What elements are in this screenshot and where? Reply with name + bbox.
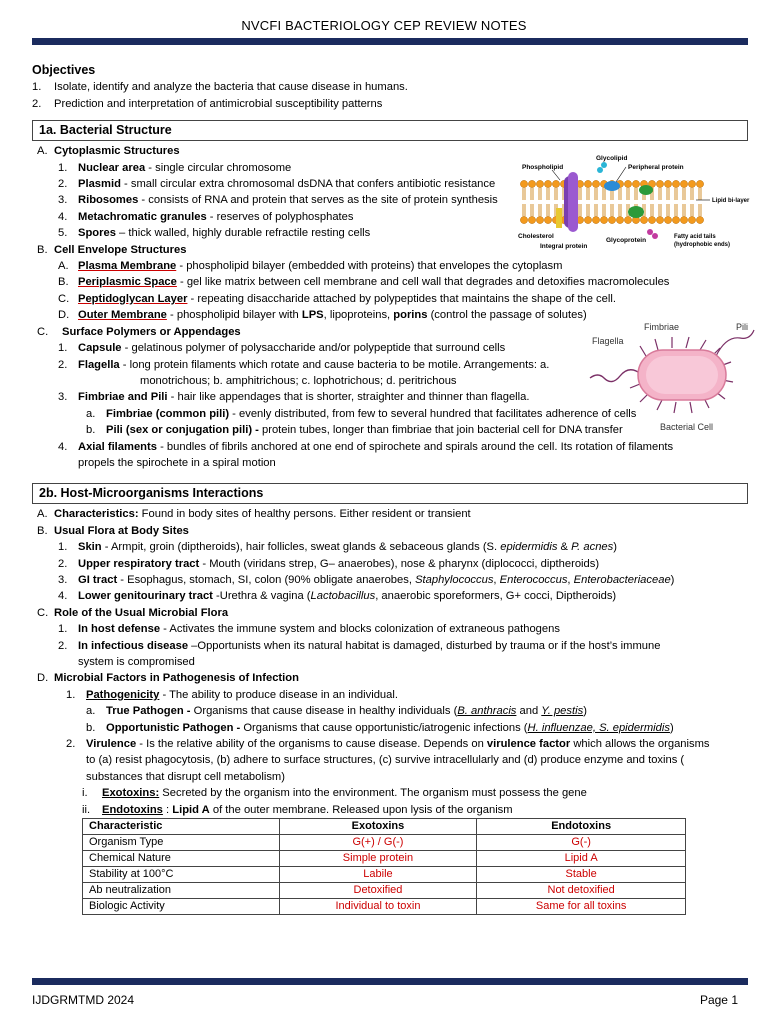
list-item: D. Outer Membrane - phospholipid bilayer with LPS, lipoproteins, porins (control the passage of solutes) xyxy=(58,309,587,322)
phospholipid-head xyxy=(656,216,663,223)
subsection-role-flora: C. Role of the Usual Microbial Flora xyxy=(37,606,229,619)
phospholipid-head xyxy=(664,216,671,223)
phospholipid-head xyxy=(600,216,607,223)
phospholipid-head xyxy=(688,216,695,223)
list-item: 2. Upper respiratory tract - Mouth (viridans strep, G– anaerobes), nose & pharynx (diplococci, diptheroids) xyxy=(58,557,600,570)
svg-text:Cholesterol: Cholesterol xyxy=(518,233,554,240)
list-item-continuation: to (a) resist phagocytosis, (b) adhere to surface structures, (c) survive intracellularly and (d) produce enzyme and toxins ( xyxy=(86,754,685,767)
svg-text:Glycolipid: Glycolipid xyxy=(596,155,628,162)
objective-item: 2. Prediction and interpretation of antimicrobial susceptibility patterns xyxy=(32,97,383,110)
phospholipid-head xyxy=(640,216,647,223)
svg-text:Peripheral protein: Peripheral protein xyxy=(628,164,684,171)
phospholipid-head xyxy=(624,216,631,223)
phospholipid-head xyxy=(584,180,591,187)
glycoprotein-shape xyxy=(647,229,653,235)
svg-text:Glycoprotein: Glycoprotein xyxy=(606,237,647,244)
objective-item: 1. Isolate, identify and analyze the bacteria that cause disease in humans. xyxy=(32,81,408,94)
phospholipid-head xyxy=(696,216,703,223)
list-item-continuation: monotrichous; b. amphitrichous; c. lophotrichous; d. peritrichous xyxy=(140,374,457,387)
table-row: Ab neutralization Detoxified Not detoxified xyxy=(83,883,686,899)
phospholipid-head xyxy=(656,180,663,187)
list-item-continuation: system is compromised xyxy=(78,656,195,668)
bacterial-cell-diagram xyxy=(586,316,762,436)
svg-text:Bacterial Cell: Bacterial Cell xyxy=(660,422,714,432)
phospholipid-head xyxy=(672,180,679,187)
objectives-title: Objectives xyxy=(32,63,96,77)
list-item: 5. Spores – thick walled, highly durable refractile resting cells xyxy=(58,227,371,240)
section-heading-2b: 2b. Host-Microorganisms Interactions xyxy=(32,483,748,504)
list-item: 1. Pathogenicity - The ability to produce disease in an individual. xyxy=(66,688,398,701)
list-item: 2. Virulence - Is the relative ability of the organisms to cause disease. Depends on virulence factor which allows the organisms xyxy=(66,738,710,751)
list-item: 3. Ribosomes - consists of RNA and protein that serves as the site of protein synthesis xyxy=(58,194,498,207)
list-item: 1. Nuclear area - single circular chromosome xyxy=(58,161,292,174)
phospholipid-head xyxy=(696,180,703,187)
list-item-continuation: substances that disrupt cell metabolism) xyxy=(86,770,285,783)
phospholipid-head xyxy=(520,216,527,223)
cell-membrane-diagram xyxy=(516,152,752,250)
phospholipid-head xyxy=(632,180,639,187)
phospholipid-head xyxy=(592,216,599,223)
table-row: Biologic Activity Individual to toxin Same for all toxins xyxy=(83,899,686,915)
list-item: 4. Lower genitourinary tract -Urethra & vagina (Lactobacillus, anaerobic sporeformers, G+ cocci, Diptheroids) xyxy=(58,590,617,603)
svg-text:Pili: Pili xyxy=(736,322,749,332)
cholesterol-shape xyxy=(556,208,562,228)
section-heading-1a: 1a. Bacterial Structure xyxy=(32,120,748,141)
glycoprotein-shape xyxy=(652,233,658,239)
list-item: 1. Capsule - gelatinous polymer of polysaccharide and/or polypeptide that surround cells xyxy=(58,342,506,355)
phospholipid-head xyxy=(536,216,543,223)
pili-strand xyxy=(716,330,754,356)
header-divider-bar xyxy=(32,38,748,45)
phospholipid-head xyxy=(664,180,671,187)
list-item: 1. In host defense - Activates the immune system and blocks colonization of extraneous pathogens xyxy=(58,623,560,636)
svg-text:Fatty acid tails: Fatty acid tails xyxy=(674,234,716,240)
cell-interior-shape xyxy=(646,356,718,394)
protein-shape xyxy=(628,206,644,218)
phospholipid-head xyxy=(616,216,623,223)
table-header-row: Characteristic Exotoxins Endotoxins xyxy=(83,819,686,835)
svg-text:Integral protein: Integral protein xyxy=(540,243,588,250)
svg-text:Flagella: Flagella xyxy=(592,336,624,346)
protein-shape xyxy=(639,185,653,195)
phospholipid-head xyxy=(624,180,631,187)
list-item: 4. Axial filaments - bundles of fibrils anchored at one end of spirochete and spirals around the cell. Its rotation of filaments xyxy=(58,440,674,453)
table-row: Organism Type G(+) / G(-) G(-) xyxy=(83,835,686,851)
list-subitem: b. Pili (sex or conjugation pili) - protein tubes, longer than fimbriae that join bacterial cell for DNA transfer xyxy=(86,424,623,437)
subsection-cytoplasmic: A. Cytoplasmic Structures xyxy=(37,145,180,158)
list-subitem: i. Exotoxins: Secreted by the organism into the environment. The organism must possess the gene xyxy=(82,787,587,800)
list-item: B. Periplasmic Space - gel like matrix between cell membrane and cell wall that degrades and detoxifies macromolecules xyxy=(58,276,670,289)
list-item: A. Plasma Membrane - phospholipid bilayer (embedded with proteins) that envelopes the cytoplasm xyxy=(58,260,563,273)
page-header-title: NVCFI BACTERIOLOGY CEP REVIEW NOTES xyxy=(241,18,527,33)
glycolipid-shape xyxy=(597,167,603,173)
phospholipid-head xyxy=(688,180,695,187)
list-item: 4. Metachromatic granules - reserves of polyphosphates xyxy=(58,210,354,223)
list-item: 2. In infectious disease –Opportunists when its natural habitat is damaged, disturbed by trauma or if the host’s immune xyxy=(58,639,661,652)
subsection-appendages: C. Surface Polymers or Appendages xyxy=(37,325,241,338)
subsection-envelope: B. Cell Envelope Structures xyxy=(37,243,187,256)
footer-page-number: Page 1 xyxy=(699,993,738,1007)
phospholipid-head xyxy=(528,216,535,223)
footer-divider-bar xyxy=(32,978,748,985)
subsection-characteristics: A. Characteristics: Found in body sites of healthy persons. Either resident or transient xyxy=(37,508,471,521)
list-item: 3. GI tract - Esophagus, stomach, SI, colon (90% obligate anaerobes, Staphylococcus, Enterococcus, Enterobacteriaceae) xyxy=(58,573,675,586)
phospholipid-head xyxy=(520,180,527,187)
flagellum-strand xyxy=(590,370,638,382)
list-subitem: b. Opportunistic Pathogen - Organisms that cause opportunistic/iatrogenic infections (H. influenzae, S. epidermidis) xyxy=(86,721,674,734)
svg-text:Phospholipid: Phospholipid xyxy=(522,164,564,171)
list-item: 1. Skin - Armpit, groin (diptheroids), hair follicles, sweat glands & sebaceous glands (S. epidermidis & P. acnes) xyxy=(58,541,617,554)
table-row: Chemical Nature Simple protein Lipid A xyxy=(83,851,686,867)
phospholipid-head xyxy=(544,180,551,187)
phospholipid-head xyxy=(584,216,591,223)
svg-text:(hydrophobic ends): (hydrophobic ends) xyxy=(674,242,730,248)
phospholipid-head xyxy=(528,180,535,187)
list-subitem: ii. Endotoxins : Lipid A of the outer membrane. Released upon lysis of the organism xyxy=(82,803,513,816)
peripheral-protein-shape xyxy=(604,181,620,191)
phospholipid-head xyxy=(672,216,679,223)
phospholipid-head xyxy=(536,180,543,187)
subsection-usual-flora: B. Usual Flora at Body Sites xyxy=(37,524,189,537)
footer-left-text: IJDGRMTMD 2024 xyxy=(32,993,135,1007)
subsection-microbial-factors: D. Microbial Factors in Pathogenesis of Infection xyxy=(37,672,299,685)
integral-protein-shape xyxy=(568,172,578,232)
glycolipid-shape xyxy=(601,162,607,168)
phospholipid-head xyxy=(608,216,615,223)
list-item: 2. Flagella - long protein filaments which rotate and cause bacteria to be motile. Arrangements: a. xyxy=(58,358,550,371)
svg-text:Lipid bi-layer: Lipid bi-layer xyxy=(712,198,750,204)
list-item: 3. Fimbriae and Pili - hair like appendages that is shorter, straighter and thinner than flagella. xyxy=(58,391,530,404)
list-subitem: a. Fimbriae (common pili) - evenly distributed, from few to several hundred that facilitates adherence of cells xyxy=(86,407,637,420)
toxin-comparison-table xyxy=(82,818,686,915)
phospholipid-head xyxy=(680,216,687,223)
list-subitem: a. True Pathogen - Organisms that cause disease in healthy individuals (B. anthracis and Y. pestis) xyxy=(86,705,587,718)
list-item-continuation: propels the spirochete in a spiral motion xyxy=(78,456,276,469)
list-item: C. Peptidoglycan Layer - repeating disaccharide attached by polypeptides that maintains the shape of the cell. xyxy=(58,292,616,305)
list-item: 2. Plasmid - small circular extra chromosomal dsDNA that confers antibiotic resistance xyxy=(58,178,496,191)
phospholipid-head xyxy=(552,180,559,187)
phospholipid-head xyxy=(680,180,687,187)
table-row: Stability at 100°C Labile Stable xyxy=(83,867,686,883)
svg-text:Fimbriae: Fimbriae xyxy=(644,322,680,332)
phospholipid-head xyxy=(544,216,551,223)
phospholipid-head xyxy=(648,216,655,223)
phospholipid-head xyxy=(592,180,599,187)
